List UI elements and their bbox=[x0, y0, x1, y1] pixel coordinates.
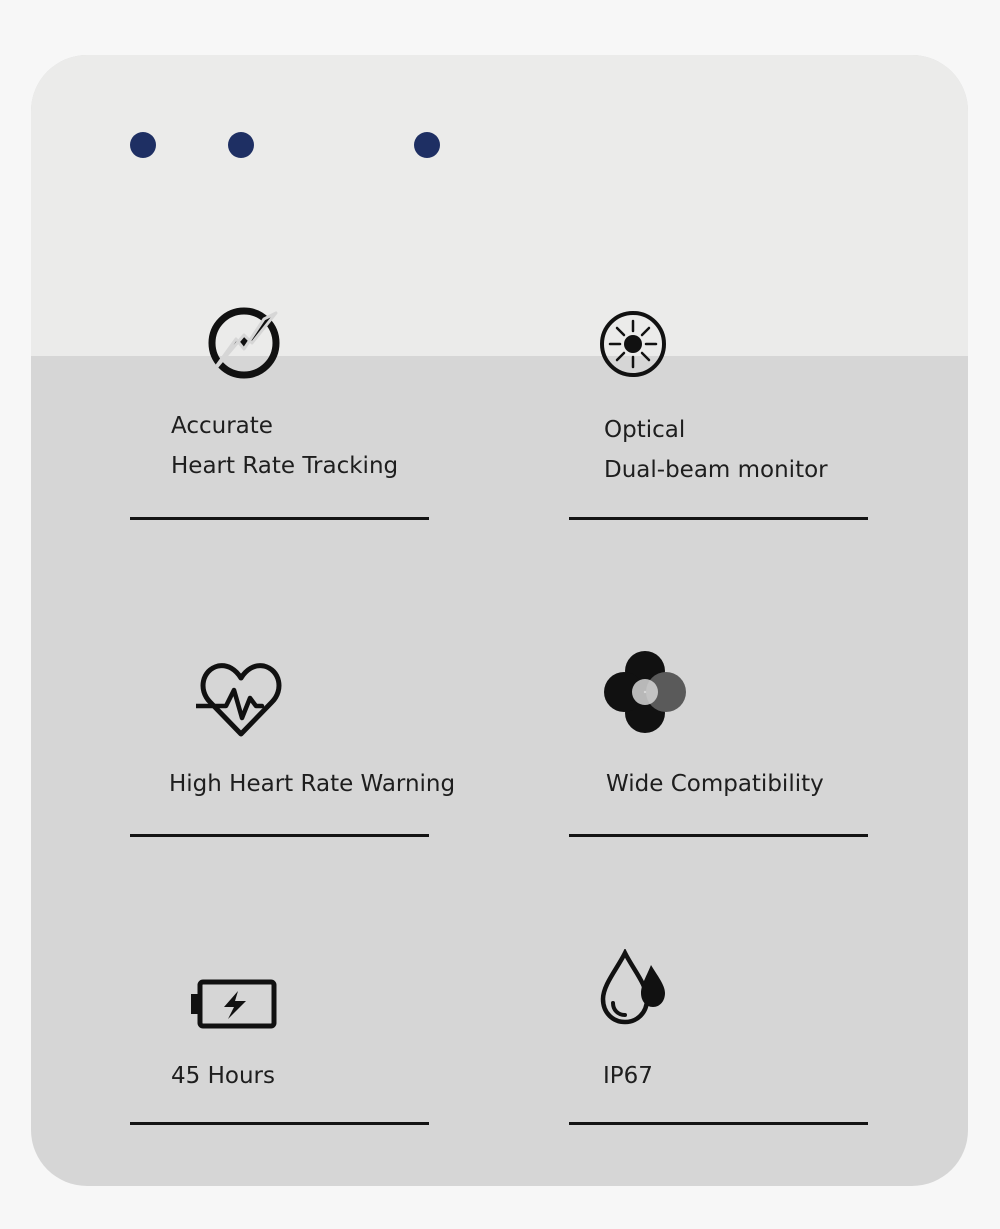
pagination-dot-3[interactable] bbox=[414, 132, 440, 158]
divider bbox=[130, 517, 429, 520]
battery-icon bbox=[190, 979, 278, 1029]
pagination-dot-2[interactable] bbox=[228, 132, 254, 158]
feature-card bbox=[31, 55, 968, 1186]
feature-label: Wide Compatibility bbox=[606, 771, 824, 797]
lightning-circle-icon bbox=[206, 305, 282, 381]
water-drops-icon bbox=[599, 949, 669, 1025]
divider bbox=[130, 1122, 429, 1125]
pagination-dot-1[interactable] bbox=[130, 132, 156, 158]
feature-label: 45 Hours bbox=[171, 1063, 275, 1089]
divider bbox=[569, 517, 868, 520]
heartbeat-icon bbox=[196, 660, 286, 740]
divider bbox=[569, 834, 868, 837]
feature-label: Accurate Heart Rate Tracking bbox=[171, 413, 399, 479]
card-header-band bbox=[31, 55, 968, 356]
divider bbox=[130, 834, 429, 837]
feature-label: IP67 bbox=[603, 1063, 653, 1089]
sun-circle-icon bbox=[598, 309, 668, 379]
feature-label: Optical Dual-beam monitor bbox=[604, 417, 828, 483]
feature-label: High Heart Rate Warning bbox=[169, 771, 456, 797]
four-circles-icon bbox=[603, 650, 687, 734]
divider bbox=[569, 1122, 868, 1125]
